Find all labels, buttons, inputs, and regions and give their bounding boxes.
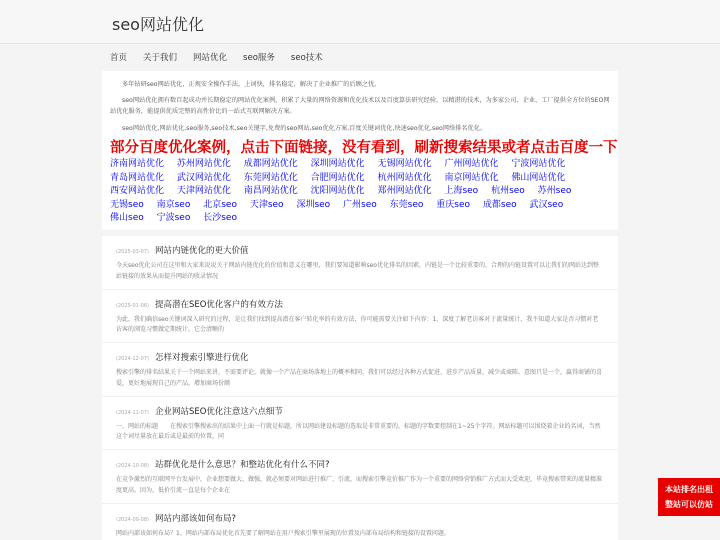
article-header xyxy=(116,458,604,470)
article-date: (2025-03-07) xyxy=(116,249,149,255)
city-link[interactable]: 宁波网站优化 xyxy=(511,159,566,169)
article-item xyxy=(102,343,618,397)
city-link[interactable]: 苏州seo xyxy=(537,186,572,196)
article-header xyxy=(116,351,604,363)
badge-line-1[interactable]: 本站排名出租 xyxy=(665,485,713,494)
city-link[interactable]: 无锡seo xyxy=(110,199,144,210)
article-item xyxy=(102,504,618,540)
article-header xyxy=(116,298,604,310)
city-link[interactable]: 济南网站优化 xyxy=(110,159,165,169)
city-link[interactable]: 长沙seo xyxy=(203,213,237,223)
city-link[interactable]: 佛山seo xyxy=(110,213,144,223)
city-link[interactable]: 重庆seo xyxy=(436,199,470,210)
nav-item-seo-service[interactable]: seo服务 xyxy=(243,53,275,63)
article-header xyxy=(116,405,604,417)
article-date: (2024-09-08) xyxy=(116,516,149,523)
top-header-bar xyxy=(0,0,720,44)
city-link[interactable]: 天津seo xyxy=(249,199,284,210)
article-item xyxy=(102,397,618,451)
city-link[interactable]: 沈阳网站优化 xyxy=(310,186,365,196)
article-item xyxy=(102,290,618,344)
rent-ranking-badge[interactable] xyxy=(658,478,720,516)
city-link[interactable]: 南昌网站优化 xyxy=(243,186,298,196)
city-link[interactable]: 广州网站优化 xyxy=(444,159,499,169)
intro-panel xyxy=(102,71,618,230)
city-link[interactable]: 深圳网站优化 xyxy=(310,159,365,169)
article-date: (2024-12-07) xyxy=(116,356,149,362)
article-excerpt: 一、网站的标题 在搜索引擎搜索出的结果中上面一行就是标题，所以网站建设标题的选取是非常重要的，标题的字数要控制在1~25个字符。网站标题可以围绕着企业的名词，当然这个词尽量放在最后或是最前的位置，同 xyxy=(116,422,601,440)
article-title-link[interactable]: 提高潜在SEO优化客户的有效方法 xyxy=(154,299,283,310)
intro-paragraph-2: seo网站优化拥有数百起成功并长期稳定的网站优化案例，积累了大量的网络资源和优化技术以及百度算法研究经验，以精湛的技术，为多家公司、企业、工厂提供全方位的SEO网站优化服务，能提供优质完整的高性价比的一站式互联网解决方案。 xyxy=(110,97,610,115)
article-date: (2025-01-06) xyxy=(116,302,149,309)
article-excerpt: 今天seo优化公司在这里和大家来说说关于网站内链优化的价值和意义在哪里，我们要知道影响seo优化排名的因素，内链是一个比较重要的，合理的内链设置可以让我们的网站达到整站链接的效果从而提升网站的收录情况 xyxy=(116,262,599,280)
article-item xyxy=(102,450,618,504)
article-header xyxy=(116,512,604,524)
city-link[interactable]: 宁波seo xyxy=(156,213,191,223)
nav-item-website-optimization[interactable]: 网站优化 xyxy=(193,53,228,63)
article-item xyxy=(102,236,618,290)
city-link[interactable]: 郑州网站优化 xyxy=(377,186,432,196)
article-excerpt: 网站内部该如何布局？1、网站内部布局优化首先要了解网站在用户搜索引擎里展现的位置及内部布局结构和链接的设置问题。 xyxy=(116,529,450,537)
city-link[interactable]: 武汉seo xyxy=(529,199,564,210)
case-headline: 部分百度优化案例，点击下面链接，没有看到，刷新搜索结果或者点击百度一下 xyxy=(110,140,618,156)
city-link[interactable]: 成都网站优化 xyxy=(243,159,298,169)
intro-keywords: seo网站优化,网站优化,seo服务,seo技术,seo关键字,免费的seo网站,seo优化方案,百度关键词优化,快速seo优化,seo网络排名优化。 xyxy=(122,125,487,132)
nav-item-home[interactable]: 首页 xyxy=(110,53,128,63)
article-title-link[interactable]: 站群优化是什么意思？和整站优化有什么不同? xyxy=(154,460,330,470)
badge-line-2[interactable]: 整站可以仿站 xyxy=(665,500,713,509)
city-link[interactable]: 苏州网站优化 xyxy=(176,159,231,169)
main-nav xyxy=(102,44,618,70)
article-excerpt: 搜索引擎的排名结果关于一个网站来讲，不需要评论，就像一个产品在商场落地上的概率相同，我们可以经过各种方式促进、进步产品质量、减少或商陈。意图只是一个，赢得商铺的喜爱，更好地展现自己的产品，增加商场份额 xyxy=(116,369,603,387)
article-date: (2024-11-07) xyxy=(116,409,149,416)
nav-item-about[interactable]: 关于我们 xyxy=(143,53,178,63)
article-date: (2024-10-08) xyxy=(116,463,149,469)
city-link[interactable]: 深圳seo xyxy=(296,199,331,210)
city-link[interactable]: 青岛网站优化 xyxy=(110,172,165,183)
city-link[interactable]: 东莞seo xyxy=(389,199,424,210)
city-link[interactable]: 佛山网站优化 xyxy=(511,172,566,183)
city-link[interactable]: 上海seo xyxy=(444,186,479,196)
site-title[interactable]: seo网站优化 xyxy=(112,15,204,34)
city-link[interactable]: 天津网站优化 xyxy=(176,186,231,196)
article-title-link[interactable]: 企业网站SEO优化注意这六点细节 xyxy=(154,406,283,417)
nav-item-seo-tech[interactable]: seo技术 xyxy=(290,53,323,63)
city-link[interactable]: 合肥网站优化 xyxy=(310,172,365,183)
article-header xyxy=(116,244,604,256)
city-link[interactable]: 杭州seo xyxy=(491,186,525,196)
article-excerpt: 在竞争激烈的互联网平台发展中，企业想要做大、做强，就必须要对网站进行推广、引流，而搜索引擎竞价推广作为一个重要的网络营销推广方式而大受欢迎，毕竟搜索带来的流量精准度更高。因为，低价引流一直是每个企业在 xyxy=(116,476,603,494)
article-list xyxy=(102,236,618,540)
city-link[interactable]: 东莞网站优化 xyxy=(243,172,298,183)
article-title-link[interactable]: 网站内链优化的更大价值 xyxy=(154,246,249,256)
city-link[interactable]: 武汉网站优化 xyxy=(176,172,231,183)
city-link[interactable]: 成都seo xyxy=(482,199,517,210)
city-link[interactable]: 杭州网站优化 xyxy=(377,172,432,183)
city-link[interactable]: 南京网站优化 xyxy=(444,172,499,183)
city-link[interactable]: 北京seo xyxy=(203,199,237,210)
city-link[interactable]: 无锡网站优化 xyxy=(377,159,432,169)
article-title-link[interactable]: 网站内部该如何布局? xyxy=(154,513,236,524)
intro-paragraph-1: 多年钻研seo网站优化，正规安全操作手法，上词快，排名稳定，解决了企业推广的后顾之忧。 xyxy=(122,81,381,88)
article-title-link[interactable]: 怎样对搜索引擎进行优化 xyxy=(154,353,249,363)
article-excerpt: 为此，我们确信seo关键词深入研究的过程，是让我们找到提高潜在客户转化率的有效方法，你可能需要关注如下内容：1、深度了解老访客对于流量统计，我不知道大家是否习惯对老访客的浏览习惯做定期统计，它会清晰的 xyxy=(116,315,599,333)
city-case-links xyxy=(110,158,610,226)
city-link[interactable]: 南京seo xyxy=(156,199,191,210)
city-link[interactable]: 西安网站优化 xyxy=(110,186,165,196)
city-link[interactable]: 广州seo xyxy=(343,199,377,210)
